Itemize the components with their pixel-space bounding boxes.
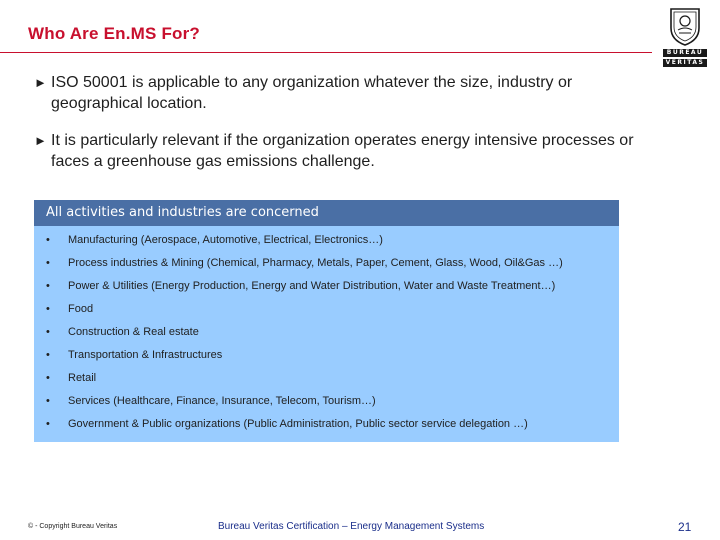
list-item bbox=[34, 229, 619, 252]
list-item-text: Process industries & Mining (Chemical, Pharmacy, Metals, Paper, Cement, Glass, Wood, Oil&Gas …) bbox=[68, 257, 563, 269]
box-header: All activities and industries are concerned bbox=[34, 200, 619, 226]
list-item-text: Retail bbox=[68, 372, 97, 384]
list-item-text: Government & Public organizations (Public Administration, Public sector service delegation …) bbox=[68, 418, 528, 430]
list-item bbox=[34, 390, 619, 413]
bullet-text: ISO 50001 is applicable to any organization whatever the size, industry or geographical location. bbox=[51, 74, 573, 112]
list-item bbox=[34, 321, 619, 344]
footer-copyright: © - Copyright Bureau Veritas bbox=[28, 523, 118, 530]
list-item-text: Services (Healthcare, Finance, Insurance, Telecom, Tourism…) bbox=[68, 395, 376, 407]
logo-text-bureau: BUREAU bbox=[663, 49, 707, 57]
seal-icon bbox=[667, 6, 703, 46]
slide-title: Who Are En.MS For? bbox=[28, 24, 201, 43]
bullet-item bbox=[34, 130, 634, 172]
logo-text-veritas: VERITAS bbox=[663, 59, 707, 67]
industries-list bbox=[34, 226, 619, 436]
list-item bbox=[34, 367, 619, 390]
bullet-dot-icon: • bbox=[46, 349, 50, 361]
footer-title: Bureau Veritas Certification – Energy Management Systems bbox=[218, 521, 485, 532]
triangle-right-icon: ► bbox=[34, 133, 47, 148]
bullet-dot-icon: • bbox=[46, 280, 50, 292]
bullet-dot-icon: • bbox=[46, 257, 50, 269]
list-item-text: Manufacturing (Aerospace, Automotive, Electrical, Electronics…) bbox=[68, 234, 383, 246]
page-number: 21 bbox=[678, 520, 692, 534]
list-item-text: Food bbox=[68, 303, 94, 315]
bullet-dot-icon: • bbox=[46, 395, 50, 407]
bureau-veritas-logo bbox=[660, 6, 710, 68]
list-item bbox=[34, 252, 619, 275]
bullet-dot-icon: • bbox=[46, 234, 50, 246]
bullet-item bbox=[34, 72, 634, 114]
bullet-dot-icon: • bbox=[46, 372, 50, 384]
list-item-text: Construction & Real estate bbox=[68, 326, 199, 338]
list-item-text: Power & Utilities (Energy Production, Energy and Water Distribution, Water and Waste Treatment…) bbox=[68, 280, 556, 292]
bullet-text: It is particularly relevant if the organization operates energy intensive processes or faces a greenhouse gas emissions challenge. bbox=[51, 132, 634, 170]
list-item bbox=[34, 344, 619, 367]
bullet-dot-icon: • bbox=[46, 303, 50, 315]
bullet-dot-icon: • bbox=[46, 418, 50, 430]
bullet-dot-icon: • bbox=[46, 326, 50, 338]
industries-box bbox=[34, 200, 619, 442]
triangle-right-icon: ► bbox=[34, 75, 47, 90]
title-divider bbox=[0, 52, 652, 53]
list-item bbox=[34, 275, 619, 298]
list-item bbox=[34, 413, 619, 436]
list-item bbox=[34, 298, 619, 321]
list-item-text: Transportation & Infrastructures bbox=[68, 349, 223, 361]
